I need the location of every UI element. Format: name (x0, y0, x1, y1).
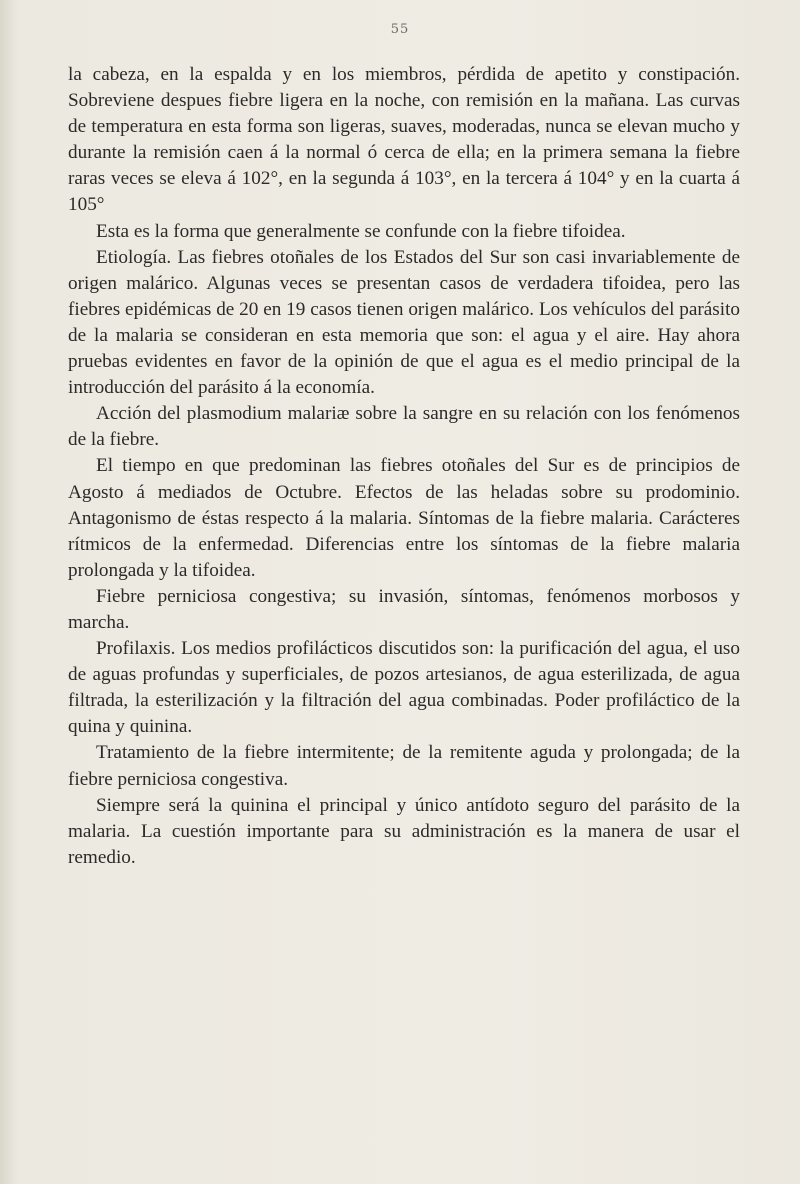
paragraph-profilaxis: Profilaxis. Los medios profilácticos discutidos son: la purificación del agua, el uso de aguas profundas y superficiales, de pozos artesianos, de agua esterilizada, de agua filtrada, la esterilización y la filtración del agua combinadas. Poder profiláctico de la quina y quinina. (68, 638, 740, 738)
page-number: 55 (390, 22, 410, 37)
paragraph-perniciosa: Fiebre perniciosa congestiva; su invasión, síntomas, fenómenos morbosos y marcha. (68, 585, 740, 633)
paragraph-tifoidea-note: Esta es la forma que generalmente se confunde con la fiebre tifoidea. (96, 220, 626, 242)
paragraph-continuation: la cabeza, en la espalda y en los miembros, pérdida de apetito y constipación. Sobreviene despues fiebre ligera en la noche, con remisión en la mañana. Las curvas de temperatura en esta forma son ligeras, suaves, moderadas, nunca se elevan mucho y durante la remisión caen á la normal ó cerca de ella; en la primera semana la fiebre raras veces se eleva á 102°, en la segunda á 103°, en la tercera á 104° y en la cuarta á 105° (68, 64, 740, 216)
paragraph-etiologia: Etiología. Las fiebres otoñales de los Estados del Sur son casi invariablemente de origen malárico. Algunas veces se presentan casos de verdadera tifoidea, pero las fiebres epidémicas de 20 en 19 casos tienen origen malárico. Los vehículos del parásito de la malaria se consideran en esta memoria que son: el agua y el aire. Hay ahora pruebas evidentes en favor de la opinión de que el agua es el medio principal de la introducción del parásito á la economía. (68, 246, 740, 399)
paragraph-tratamiento: Tratamiento de la fiebre intermitente; de la remitente aguda y prolongada; de la fiebre perniciosa congestiva. (68, 742, 740, 790)
paragraph-quinina: Siempre será la quinina el principal y único antídoto seguro del parásito de la malaria. La cuestión importante para su administración es la manera de usar el remedio. (68, 794, 740, 868)
body-text (68, 62, 740, 871)
paragraph-season: El tiempo en que predominan las fiebres otoñales del Sur es de principios de Agosto á mediados de Octubre. Efectos de las heladas sobre su prodominio. Antagonismo de éstas respecto á la malaria. Síntomas de la fiebre malaria. Carácteres rítmicos de la enfermedad. Diferencias entre los síntomas de la fiebre malaria prolongada y la tifoidea. (68, 455, 740, 581)
paragraph-plasmodium: Acción del plasmodium malariæ sobre la sangre en su relación con los fenómenos de la fiebre. (68, 403, 740, 451)
